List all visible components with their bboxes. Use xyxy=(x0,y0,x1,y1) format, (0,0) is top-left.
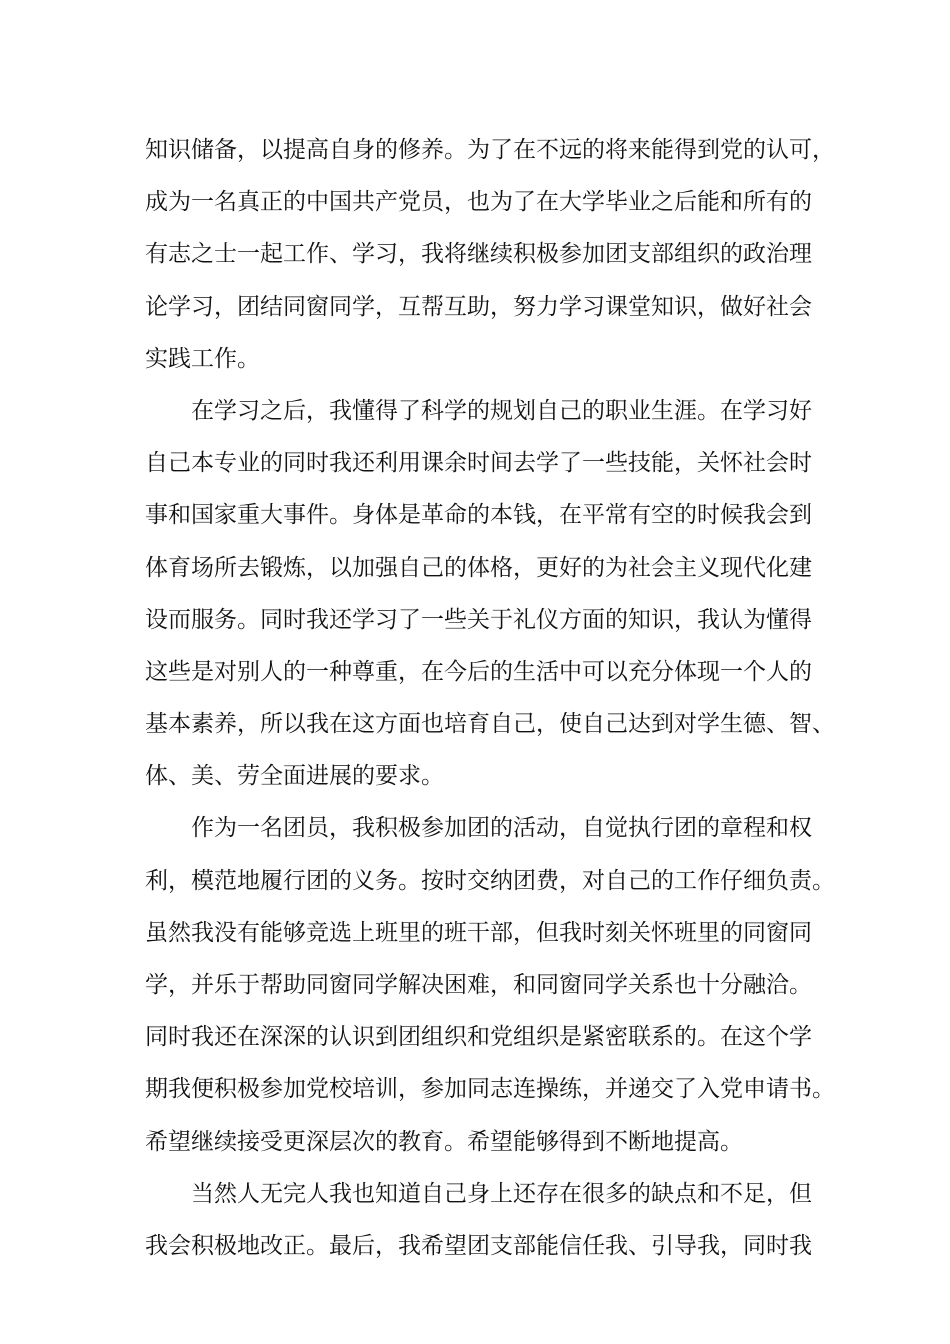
text-line: 设而服务。同时我还学习了一些关于礼仪方面的知识，我认为懂得 xyxy=(145,606,812,633)
text-line: 作为一名团员，我积极参加团的活动，自觉执行团的章程和权 xyxy=(191,815,812,842)
text-line: 利，模范地履行团的义务。按时交纳团费，对自己的工作仔细负责。 xyxy=(145,867,835,894)
text-line: 实践工作。 xyxy=(145,345,260,372)
text-line: 自己本专业的同时我还利用课余时间去学了一些技能，关怀社会时 xyxy=(145,450,812,477)
text-line: 我会积极地改正。最后，我希望团支部能信任我、引导我，同时我 xyxy=(145,1232,812,1259)
text-line: 虽然我没有能够竞选上班里的班干部，但我时刻关怀班里的同窗同 xyxy=(145,919,812,946)
text-line: 当然人无完人我也知道自己身上还存在很多的缺点和不足，但 xyxy=(191,1180,812,1207)
text-line: 学，并乐于帮助同窗同学解决困难，和同窗同学关系也十分融洽。 xyxy=(145,972,812,998)
paragraph xyxy=(145,385,835,803)
text-line: 在学习之后，我懂得了科学的规划自己的职业生涯。在学习好 xyxy=(191,397,812,424)
paragraph xyxy=(145,802,835,1167)
text-line: 同时我还在深深的认识到团组织和党组织是紧密联系的。在这个学 xyxy=(145,1024,812,1051)
text-line: 知识储备，以提高自身的修养。为了在不远的将来能得到党的认可， xyxy=(145,137,835,163)
text-line: 这些是对别人的一种尊重，在今后的生活中可以充分体现一个人的 xyxy=(145,658,812,685)
text-line: 体、美、劳全面进展的要求。 xyxy=(145,763,444,790)
text-line: 事和国家重大事件。身体是革命的本钱，在平常有空的时候我会到 xyxy=(145,502,812,529)
text-line: 期我便积极参加党校培训，参加同志连操练，并递交了入党申请书。 xyxy=(145,1076,835,1103)
document-body xyxy=(145,124,835,1272)
paragraph xyxy=(145,124,835,385)
text-line: 基本素养，所以我在这方面也培育自己，使自己达到对学生德、智、 xyxy=(145,711,835,738)
text-line: 成为一名真正的中国共产党员，也为了在大学毕业之后能和所有的 xyxy=(145,189,812,216)
text-line: 论学习，团结同窗同学，互帮互助，努力学习课堂知识，做好社会 xyxy=(145,293,812,320)
text-line: 希望继续接受更深层次的教育。希望能够得到不断地提高。 xyxy=(145,1128,743,1155)
text-line: 体育场所去锻炼，以加强自己的体格，更好的为社会主义现代化建 xyxy=(145,554,812,581)
paragraph xyxy=(145,1168,835,1272)
text-line: 有志之士一起工作、学习，我将继续积极参加团支部组织的政治理 xyxy=(145,241,812,268)
